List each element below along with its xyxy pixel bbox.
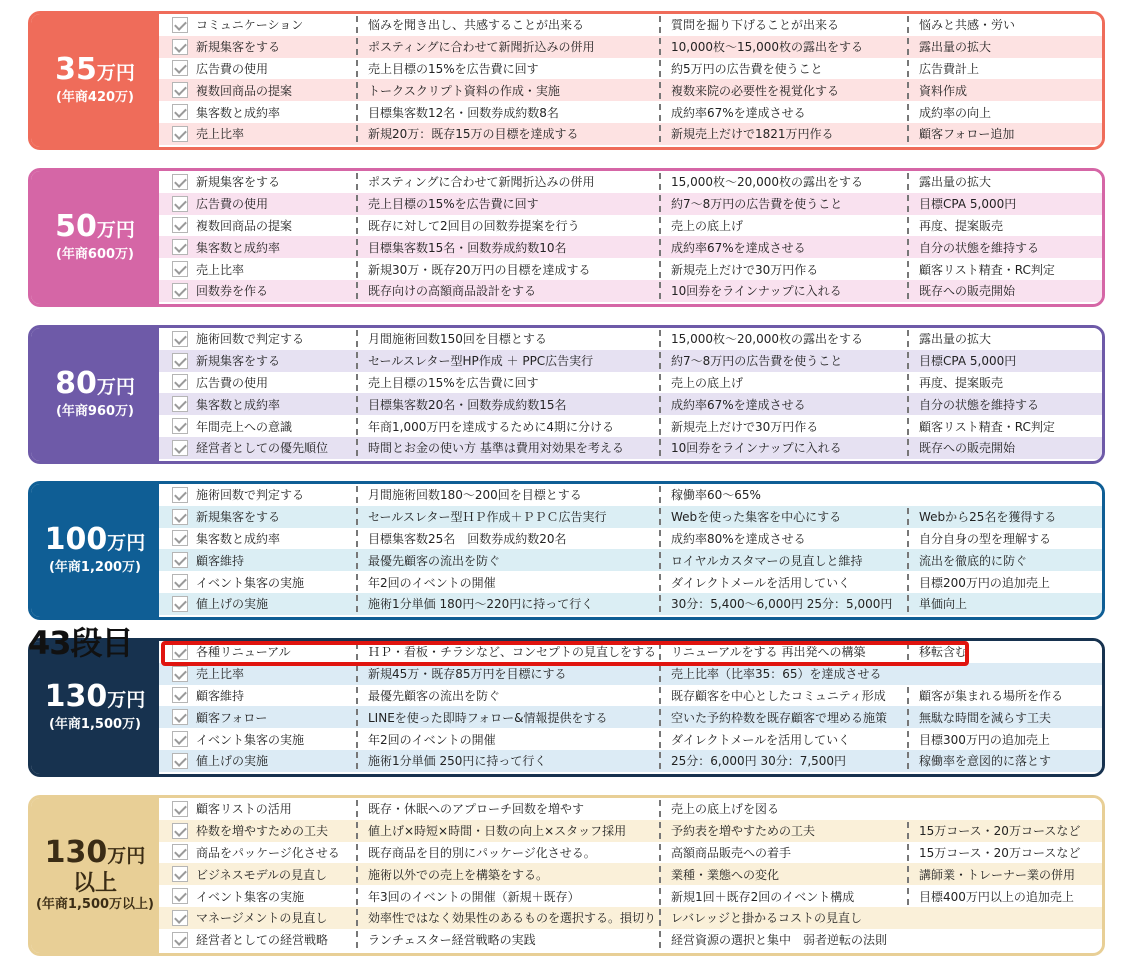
- target-cell: 30分：5,400〜6,000円 25分：5,000円: [659, 595, 907, 612]
- item-cell: 経営者としての優先順位: [196, 441, 329, 456]
- target-cell: 成約率80%を達成させる: [659, 530, 907, 547]
- goal-amount-number: 50: [55, 209, 97, 244]
- step-annotation-label: 43段目: [28, 624, 133, 662]
- table-row: [159, 506, 1102, 528]
- checkbox-icon[interactable]: [172, 844, 188, 860]
- action-cell: 月間施術回数150回を目標とする: [356, 330, 659, 347]
- result-cell: 目標CPA 5,000円: [907, 195, 1097, 212]
- table-row: [159, 393, 1102, 415]
- goal-label: [31, 328, 159, 461]
- checkbox-icon[interactable]: [172, 174, 188, 190]
- item-cell: イベント集客の実施: [196, 732, 305, 747]
- checkbox-icon[interactable]: [172, 331, 188, 347]
- result-cell: 顧客リスト精査・RC判定: [907, 261, 1097, 278]
- table-row: [159, 885, 1102, 907]
- target-cell: 成約率67%を達成させる: [659, 239, 907, 256]
- action-cell: ポスティングに合わせて新聞折込みの併用: [356, 173, 659, 190]
- goal-annual-revenue: (年商420万): [55, 90, 135, 105]
- target-cell: 売上比率（比率35：65）を達成させる: [659, 665, 907, 682]
- target-cell: 成約率67%を達成させる: [659, 396, 907, 413]
- action-cell: 売上目標の15%を広告費に回す: [356, 60, 659, 77]
- result-cell: 目標CPA 5,000円: [907, 352, 1097, 369]
- target-cell: 売上の底上げ: [659, 217, 907, 234]
- item-cell: イベント集客の実施: [196, 575, 305, 590]
- goal-rows: [159, 171, 1102, 302]
- goal-block-b130plus: [28, 795, 1105, 956]
- table-row: [159, 528, 1102, 550]
- action-cell: 効率性ではなく効果性のあるものを選択する。損切り: [356, 909, 659, 926]
- goal-amount-unit: 万円: [96, 62, 135, 84]
- table-row: [159, 750, 1102, 772]
- action-cell: 最優先顧客の流出を防ぐ: [356, 687, 659, 704]
- table-row: [159, 236, 1102, 258]
- table-row: [159, 79, 1102, 101]
- result-cell: Webから25名を獲得する: [907, 508, 1097, 525]
- checkbox-icon[interactable]: [172, 261, 188, 277]
- checkbox-icon[interactable]: [172, 60, 188, 76]
- action-cell: 最優先顧客の流出を防ぐ: [356, 552, 659, 569]
- action-cell: 目標集客数12名・回数券成約数8名: [356, 104, 659, 121]
- table-row: [159, 58, 1102, 80]
- checkbox-icon[interactable]: [172, 574, 188, 590]
- goal-amount-number: 100: [44, 522, 108, 557]
- action-cell: 売上目標の15%を広告費に回す: [356, 374, 659, 391]
- checkbox-icon[interactable]: [172, 374, 188, 390]
- item-cell: 広告費の使用: [196, 197, 269, 212]
- table-row: [159, 929, 1102, 951]
- table-row: [159, 863, 1102, 885]
- action-cell: 目標集客数25名 回数券成約数20名: [356, 530, 659, 547]
- target-cell: 約7〜8万円の広告費を使うこと: [659, 352, 907, 369]
- table-row: [159, 842, 1102, 864]
- checkbox-icon[interactable]: [172, 82, 188, 98]
- item-cell: 商品をパッケージ化させる: [196, 845, 340, 860]
- goal-amount-suffix: 以上: [72, 871, 117, 896]
- table-row: [159, 350, 1102, 372]
- target-cell: 15,000枚〜20,000枚の露出をする: [659, 173, 907, 190]
- checkbox-icon[interactable]: [172, 39, 188, 55]
- result-cell: 目標200万円の追加売上: [907, 574, 1097, 591]
- item-cell: 経営者としての経営戦略: [196, 933, 329, 948]
- checkbox-icon[interactable]: [172, 530, 188, 546]
- goal-block-b100: [28, 481, 1105, 620]
- target-cell: リニューアルをする 再出発への構築: [659, 643, 907, 660]
- goal-label: [31, 171, 159, 304]
- action-cell: 売上目標の15%を広告費に回す: [356, 195, 659, 212]
- item-cell: 各種リニューアル: [196, 645, 291, 660]
- goal-amount-unit: 万円: [96, 376, 135, 398]
- item-cell: 顧客フォロー: [196, 710, 268, 725]
- table-row: [159, 798, 1102, 820]
- goal-amount-unit: 万円: [96, 219, 135, 241]
- goal-annual-revenue: (年商1,200万): [48, 560, 141, 575]
- checkbox-icon[interactable]: [172, 687, 188, 703]
- action-cell: 月間施術回数180〜200回を目標とする: [356, 486, 659, 503]
- action-cell: 年3回のイベントの開催（新規＋既存）: [356, 888, 659, 905]
- action-cell: 既存商品を目的別にパッケージ化させる。: [356, 844, 659, 861]
- goal-block-b80: [28, 325, 1105, 464]
- target-cell: ダイレクトメールを活用していく: [659, 574, 907, 591]
- action-cell: 値上げ×時短×時間・日数の向上×スタッフ採用: [356, 822, 659, 839]
- item-cell: 値上げの実施: [196, 754, 269, 769]
- action-cell: 悩みを聞き出し、共感することが出来る: [356, 16, 659, 33]
- action-cell: 新規30万・既存20万円の目標を達成する: [356, 261, 659, 278]
- table-row: [159, 101, 1102, 123]
- goal-amount: [45, 837, 146, 872]
- checkbox-icon[interactable]: [172, 353, 188, 369]
- item-cell: 売上比率: [196, 262, 245, 277]
- goal-amount: [45, 524, 146, 559]
- result-cell: 悩みと共感・労い: [907, 16, 1097, 33]
- target-cell: 空いた予約枠数を既存顧客で埋める施策: [659, 709, 907, 726]
- action-cell: 既存・休眠へのアプローチ回数を増やす: [356, 800, 659, 817]
- item-cell: 複数回商品の提案: [196, 218, 293, 233]
- goal-annual-revenue: (年商1,500万): [48, 717, 141, 732]
- target-cell: 稼働率60〜65%: [659, 486, 907, 503]
- checkbox-icon[interactable]: [172, 731, 188, 747]
- result-cell: 講師業・トレーナー業の併用: [907, 866, 1097, 883]
- result-cell: 露出量の拡大: [907, 38, 1097, 55]
- checkbox-icon[interactable]: [172, 396, 188, 412]
- item-cell: 年間売上への意識: [196, 419, 293, 434]
- target-cell: レバレッジと掛かるコストの見直し: [659, 909, 907, 926]
- target-cell: 新規売上だけで30万円作る: [659, 418, 907, 435]
- item-cell: 顧客維持: [196, 553, 245, 568]
- item-cell: 施術回数で判定する: [196, 332, 305, 347]
- action-cell: LINEを使った即時フォロー&情報提供をする: [356, 709, 659, 726]
- checkbox-icon[interactable]: [172, 418, 188, 434]
- goal-amount: [55, 368, 135, 403]
- checkbox-icon[interactable]: [172, 823, 188, 839]
- goal-rows: [159, 14, 1102, 145]
- checkbox-icon[interactable]: [172, 196, 188, 212]
- table-row: [159, 907, 1102, 929]
- checkbox-icon[interactable]: [172, 932, 188, 948]
- table-row: [159, 706, 1102, 728]
- checkbox-icon[interactable]: [172, 509, 188, 525]
- table-row: [159, 193, 1102, 215]
- target-cell: 10回券をラインナップに入れる: [659, 282, 907, 299]
- item-cell: 集客数と成約率: [196, 531, 281, 546]
- goal-label: [31, 484, 159, 617]
- checkbox-icon[interactable]: [172, 283, 188, 299]
- result-cell: 目標300万円の追加売上: [907, 731, 1097, 748]
- result-cell: 既存への販売開始: [907, 282, 1097, 299]
- item-cell: 複数回商品の提案: [196, 83, 293, 98]
- goal-rows: [159, 484, 1102, 615]
- table-row: [159, 685, 1102, 707]
- result-cell: 成約率の向上: [907, 104, 1097, 121]
- table-row: [159, 372, 1102, 394]
- checkbox-icon[interactable]: [172, 666, 188, 682]
- table-row: [159, 820, 1102, 842]
- item-cell: ビジネスモデルの見直し: [196, 867, 328, 882]
- item-cell: コミュニケーション: [196, 18, 304, 33]
- checkbox-icon[interactable]: [172, 888, 188, 904]
- checkbox-icon[interactable]: [172, 104, 188, 120]
- action-cell: 年2回のイベントの開催: [356, 574, 659, 591]
- target-cell: 約5万円の広告費を使うこと: [659, 60, 907, 77]
- table-row: [159, 14, 1102, 36]
- item-cell: 集客数と成約率: [196, 240, 281, 255]
- target-cell: 質問を掘り下げることが出来る: [659, 16, 907, 33]
- checkbox-icon[interactable]: [172, 753, 188, 769]
- item-cell: 広告費の使用: [196, 61, 269, 76]
- goal-amount-number: 35: [55, 52, 97, 87]
- target-cell: 新規売上だけで30万円作る: [659, 261, 907, 278]
- result-cell: 無駄な時間を減らす工夫: [907, 709, 1097, 726]
- checkbox-icon[interactable]: [172, 866, 188, 882]
- result-cell: 自分の状態を維持する: [907, 396, 1097, 413]
- target-cell: 高額商品販売への着手: [659, 844, 907, 861]
- result-cell: 15万コース・20万コースなど: [907, 822, 1097, 839]
- result-cell: 再度、提案販売: [907, 374, 1097, 391]
- goal-annual-revenue: (年商1,500万以上): [35, 897, 154, 912]
- action-cell: 施術1分単価 180円〜220円に持って行く: [356, 595, 659, 612]
- table-row: [159, 549, 1102, 571]
- item-cell: 新規集客をする: [196, 175, 281, 190]
- checkbox-icon[interactable]: [172, 440, 188, 456]
- goal-label: [31, 798, 159, 953]
- goal-amount-unit: 万円: [107, 689, 146, 711]
- target-cell: 25分：6,000円 30分：7,500円: [659, 752, 907, 769]
- target-cell: 売上の底上げを図る: [659, 800, 907, 817]
- item-cell: マネージメントの見直し: [196, 911, 328, 926]
- result-cell: 自分の状態を維持する: [907, 239, 1097, 256]
- checkbox-icon[interactable]: [172, 709, 188, 725]
- item-cell: 集客数と成約率: [196, 105, 281, 120]
- target-cell: 売上の底上げ: [659, 374, 907, 391]
- table-row: [159, 593, 1102, 615]
- result-cell: 単価向上: [907, 595, 1097, 612]
- item-cell: 新規集客をする: [196, 510, 281, 525]
- action-cell: 新規20万：既存15万の目標を達成する: [356, 125, 659, 142]
- goal-annual-revenue: (年商960万): [55, 404, 135, 419]
- result-cell: 顧客リスト精査・RC判定: [907, 418, 1097, 435]
- action-cell: 施術1分単価 250円に持って行く: [356, 752, 659, 769]
- table-row: [159, 280, 1102, 302]
- item-cell: 売上比率: [196, 127, 245, 142]
- result-cell: 露出量の拡大: [907, 330, 1097, 347]
- item-cell: 新規集客をする: [196, 354, 281, 369]
- result-cell: 露出量の拡大: [907, 173, 1097, 190]
- result-cell: 資料作成: [907, 82, 1097, 99]
- target-cell: 予約表を増やすための工夫: [659, 822, 907, 839]
- goal-block-b35: [28, 11, 1105, 150]
- result-cell: 再度、提案販売: [907, 217, 1097, 234]
- item-cell: 集客数と成約率: [196, 397, 281, 412]
- checkbox-icon[interactable]: [172, 596, 188, 612]
- goal-annual-revenue: (年商600万): [55, 247, 135, 262]
- item-cell: 顧客維持: [196, 688, 245, 703]
- item-cell: イベント集客の実施: [196, 889, 305, 904]
- action-cell: トークスクリプト資料の作成・実施: [356, 82, 659, 99]
- table-row: [159, 123, 1102, 145]
- goal-amount-number: 80: [55, 366, 97, 401]
- table-row: [159, 437, 1102, 459]
- result-cell: 顧客フォロー追加: [907, 125, 1097, 142]
- action-cell: 既存に対して2回目の回数券提案を行う: [356, 217, 659, 234]
- goal-amount-number: 130: [44, 679, 108, 714]
- goal-label: [31, 14, 159, 147]
- goal-amount-unit: 万円: [107, 845, 146, 867]
- goal-amount-unit: 万円: [107, 532, 146, 554]
- target-cell: 10,000枚〜15,000枚の露出をする: [659, 38, 907, 55]
- target-cell: 新規売上だけで1821万円作る: [659, 125, 907, 142]
- result-cell: 稼働率を意図的に落とす: [907, 752, 1097, 769]
- item-cell: 新規集客をする: [196, 40, 281, 55]
- table-row: [159, 415, 1102, 437]
- table-row: [159, 36, 1102, 58]
- target-cell: 複数来院の必要性を視覚化する: [659, 82, 907, 99]
- target-cell: 成約率67%を達成させる: [659, 104, 907, 121]
- table-row: [159, 663, 1102, 685]
- table-row: [159, 728, 1102, 750]
- goal-amount: [55, 54, 135, 89]
- result-cell: 既存への販売開始: [907, 439, 1097, 456]
- table-row: [159, 571, 1102, 593]
- highlight-box: [161, 641, 969, 666]
- checkbox-icon[interactable]: [172, 239, 188, 255]
- action-cell: ＨＰ・看板・チラシなど、コンセプトの見直しをする: [356, 643, 659, 660]
- action-cell: 年商1,000万円を達成するために4期に分ける: [356, 418, 659, 435]
- goal-amount: [55, 211, 135, 246]
- action-cell: ランチェスター経営戦略の実践: [356, 931, 659, 948]
- item-cell: 広告費の使用: [196, 375, 269, 390]
- action-cell: セールスレター型HP作成 ＋ PPC広告実行: [356, 352, 659, 369]
- table-row: [159, 171, 1102, 193]
- target-cell: 業種・業態への変化: [659, 866, 907, 883]
- goal-rows: [159, 328, 1102, 459]
- checkbox-icon[interactable]: [172, 217, 188, 233]
- action-cell: 年2回のイベントの開催: [356, 731, 659, 748]
- checkbox-icon[interactable]: [172, 910, 188, 926]
- action-cell: 新規45万・既存85万円を目標にする: [356, 665, 659, 682]
- goal-amount: [45, 681, 146, 716]
- action-cell: 施術以外での売上を構築をする。: [356, 866, 659, 883]
- action-cell: 既存向けの高額商品設計をする: [356, 282, 659, 299]
- target-cell: 10回券をラインナップに入れる: [659, 439, 907, 456]
- result-cell: 移転含む: [907, 643, 1097, 660]
- item-cell: 売上比率: [196, 667, 245, 682]
- target-cell: Webを使った集客を中心にする: [659, 508, 907, 525]
- goal-amount-number: 130: [44, 835, 108, 870]
- target-cell: 既存顧客を中心としたコミュニティ形成: [659, 687, 907, 704]
- goal-block-b50: [28, 168, 1105, 307]
- table-row: [159, 258, 1102, 280]
- item-cell: 回数券を作る: [196, 284, 269, 299]
- table-row: [159, 328, 1102, 350]
- action-cell: 時間とお金の使い方 基準は費用対効果を考える: [356, 439, 659, 456]
- target-cell: 新規1回＋既存2回のイベント構成: [659, 888, 907, 905]
- target-cell: 経営資源の選択と集中 弱者逆転の法則: [659, 931, 907, 948]
- target-cell: ロイヤルカスタマーの見直しと維持: [659, 552, 907, 569]
- action-cell: 目標集客数20名・回数券成約数15名: [356, 396, 659, 413]
- item-cell: 値上げの実施: [196, 597, 269, 612]
- result-cell: 自分自身の型を理解する: [907, 530, 1097, 547]
- checkbox-icon[interactable]: [172, 487, 188, 503]
- target-cell: 15,000枚〜20,000枚の露出をする: [659, 330, 907, 347]
- table-row: [159, 484, 1102, 506]
- result-cell: 15万コース・20万コースなど: [907, 844, 1097, 861]
- result-cell: 顧客が集まれる場所を作る: [907, 687, 1097, 704]
- checkbox-icon[interactable]: [172, 126, 188, 142]
- result-cell: 流出を徹底的に防ぐ: [907, 552, 1097, 569]
- action-cell: ポスティングに合わせて新聞折込みの併用: [356, 38, 659, 55]
- checkbox-icon[interactable]: [172, 17, 188, 33]
- result-cell: 目標400万円以上の追加売上: [907, 888, 1097, 905]
- target-cell: 約7〜8万円の広告費を使うこと: [659, 195, 907, 212]
- action-cell: 目標集客数15名・回数券成約数10名: [356, 239, 659, 256]
- goal-rows: [159, 798, 1102, 951]
- item-cell: 枠数を増やすための工夫: [196, 824, 329, 839]
- item-cell: 施術回数で判定する: [196, 488, 305, 503]
- target-cell: ダイレクトメールを活用していく: [659, 731, 907, 748]
- table-row: [159, 215, 1102, 237]
- result-cell: 広告費計上: [907, 60, 1097, 77]
- checkbox-icon[interactable]: [172, 801, 188, 817]
- checkbox-icon[interactable]: [172, 552, 188, 568]
- action-cell: セールスレター型ＨＰ作成＋ＰＰＣ広告実行: [356, 508, 659, 525]
- item-cell: 顧客リストの活用: [196, 802, 292, 817]
